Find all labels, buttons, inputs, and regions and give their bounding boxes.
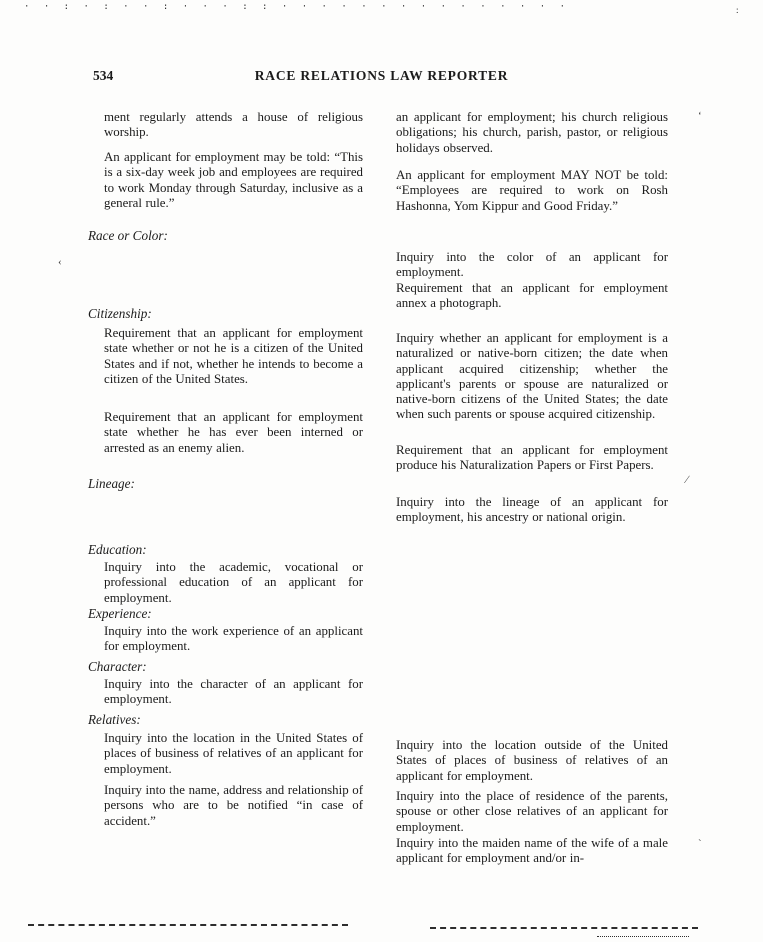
paragraph: Inquiry whether an applicant for employment is a naturalized or native-born citizen; the date when applicant acquired citizenship; whether the applicant's parents or spouse are naturalized or native-born citizens of the United States; the date when such parents or spouse acquired citizenship.: [396, 331, 668, 422]
paragraph: Requirement that an applicant for employment produce his Naturalization Papers or First Papers.: [396, 443, 668, 473]
scan-artifact: ∕: [686, 474, 688, 486]
paragraph: An applicant for employment MAY NOT be told: “Employees are required to work on Rosh Hashonna, Yom Kippur and Good Friday.”: [396, 168, 668, 213]
paragraph: An applicant for employment may be told: “This is a six-day week job and employees are required to work Monday through Saturday, inclusive as a general rule.”: [104, 150, 363, 210]
paragraph: Requirement that an applicant for employment state whether he has ever been interned or arrested as an enemy alien.: [104, 410, 363, 455]
page-number: 534: [93, 68, 114, 83]
heading-citizenship: Citizenship:: [88, 306, 152, 321]
scan-artifact: ‘: [698, 110, 702, 122]
running-head: RACE RELATIONS LAW REPORTER: [254, 68, 509, 83]
heading-education: Education:: [88, 542, 147, 557]
paragraph: Requirement that an applicant for employment annex a photograph.: [396, 281, 668, 311]
paragraph: Inquiry into the location in the United States of places of business of relatives of an applicant for employment.: [104, 731, 363, 776]
scan-edge-dots: · · : · : · · : · · · : : · · · · · · · · · · · · · · ·: [24, 2, 570, 12]
heading-lineage: Lineage:: [88, 476, 135, 491]
scan-dash-line: [597, 936, 689, 937]
scan-dash-line: [28, 924, 348, 926]
heading-character: Character:: [88, 659, 147, 674]
scan-corner-mark: :: [736, 5, 739, 15]
paragraph: Inquiry into the academic, vocational or professional education of an applicant for employment.: [104, 560, 363, 605]
paragraph: an applicant for employment; his church religious obligations; his church, parish, pastor, or religious holidays observed.: [396, 110, 668, 155]
heading-experience: Experience:: [88, 606, 152, 621]
paragraph: ment regularly attends a house of religious worship.: [104, 110, 363, 140]
paragraph: Requirement that an applicant for employment state whether or not he is a citizen of the United States and if not, whether he intends to become a citizen of the United States.: [104, 326, 363, 386]
paragraph: Inquiry into the color of an applicant for employment.: [396, 250, 668, 280]
paragraph: Inquiry into the place of residence of the parents, spouse or other close relatives of an applicant for employment.: [396, 789, 668, 834]
paragraph: Inquiry into the maiden name of the wife of a male applicant for employment and/or in-: [396, 836, 668, 866]
paragraph: Inquiry into the lineage of an applicant for employment, his ancestry or national origin.: [396, 495, 668, 525]
heading-race-or-color: Race or Color:: [88, 228, 168, 243]
scan-artifact: ‹: [58, 256, 62, 268]
scan-artifact: `: [698, 838, 702, 850]
paragraph: Inquiry into the location outside of the United States of places of business of relatives of an applicant for employment.: [396, 738, 668, 783]
paragraph: Inquiry into the work experience of an applicant for employment.: [104, 624, 363, 654]
heading-relatives: Relatives:: [88, 712, 141, 727]
scan-dash-line: [430, 927, 698, 929]
paragraph: Inquiry into the name, address and relationship of persons who are to be notified “in case of accident.”: [104, 783, 363, 828]
paragraph: Inquiry into the character of an applicant for employment.: [104, 677, 363, 707]
